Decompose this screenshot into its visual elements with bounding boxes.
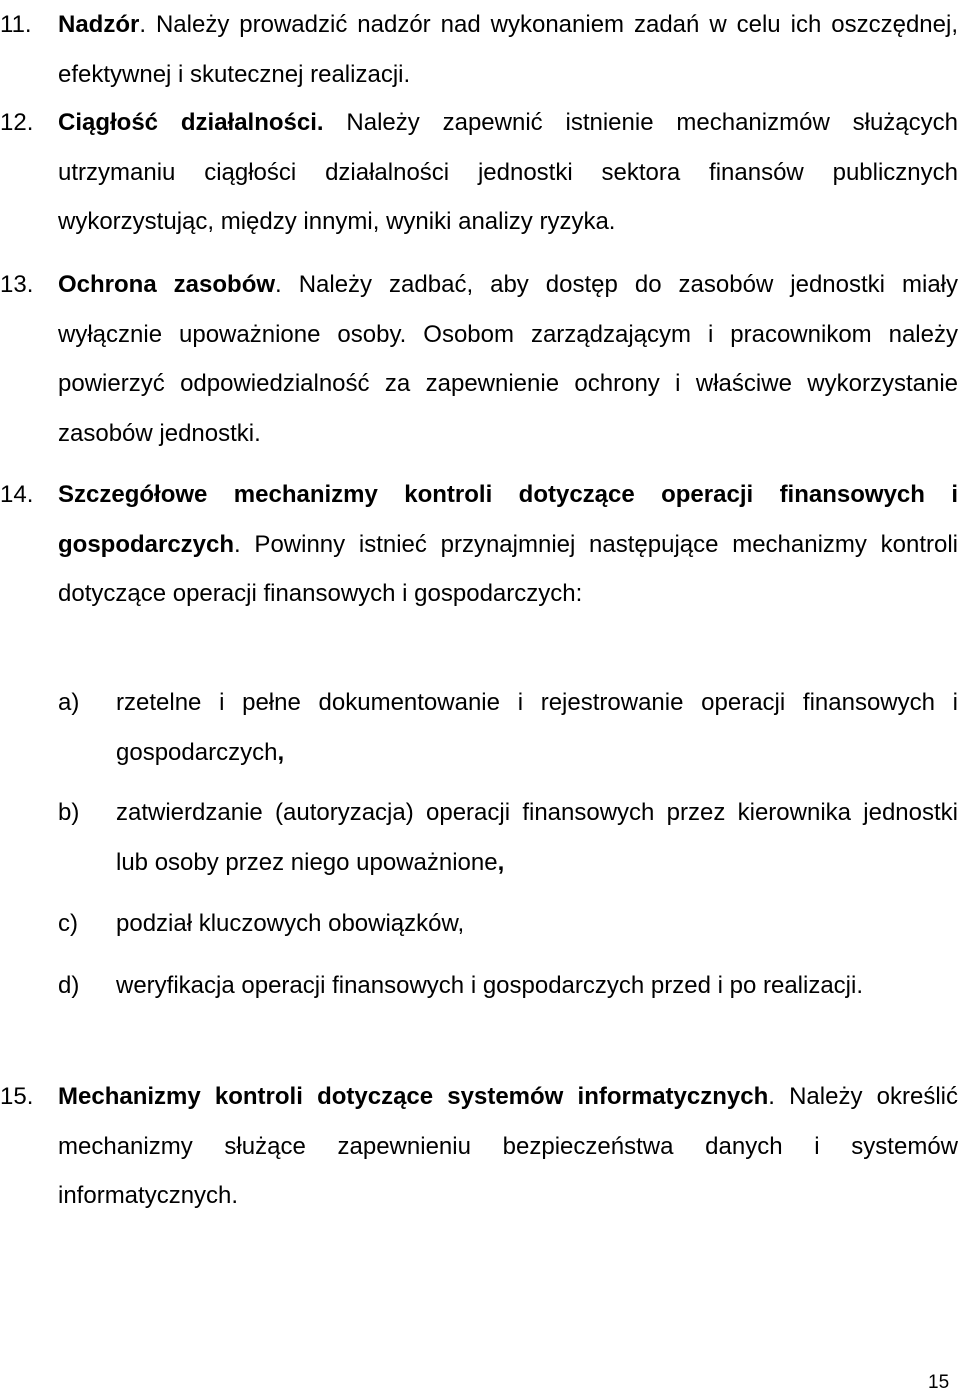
section-paragraph xyxy=(58,98,958,247)
section-paragraph xyxy=(58,260,958,458)
subitem-body: podział kluczowych obowiązków, xyxy=(116,910,465,937)
section-text: . Powinny istnieć przynajmniej następujące mechanizmy kontroli dotyczące operacji finansowych i gospodarczych: xyxy=(58,530,958,607)
subitem-c xyxy=(0,899,958,949)
subitem-text xyxy=(116,788,958,887)
section-text: . Należy określić mechanizmy służące zapewnieniu bezpieczeństwa danych i systemów informatycznych. xyxy=(58,1083,958,1209)
section-14 xyxy=(0,470,958,619)
subitem-d xyxy=(0,961,958,1011)
section-title: Ochrona zasobów xyxy=(58,271,276,298)
subitem-text xyxy=(116,961,958,1011)
page-number: 15 xyxy=(928,1372,950,1393)
subitem-trail: , xyxy=(497,848,505,876)
subitem-text xyxy=(116,899,958,949)
section-number: 13. xyxy=(0,271,34,298)
section-12 xyxy=(0,98,958,247)
subitem-letter: c) xyxy=(58,910,78,937)
section-number: 14. xyxy=(0,481,34,508)
subitem-body: rzetelne i pełne dokumentowanie i rejestrowanie operacji finansowych i gospodarczych xyxy=(116,689,958,766)
subitem-b xyxy=(0,788,958,887)
section-13 xyxy=(0,260,958,458)
section-paragraph xyxy=(58,470,958,619)
subitem-letter: d) xyxy=(58,972,80,999)
section-text: Należy zapewnić istnienie mechanizmów służących utrzymaniu ciągłości działalności jednostki sektora finansów publicznych wykorzystując, między innymi, wyniki analizy ryzyka. xyxy=(58,109,958,235)
subitem-body: weryfikacja operacji finansowych i gospodarczych przed i po realizacji. xyxy=(116,972,864,999)
subitem-body: zatwierdzanie (autoryzacja) operacji finansowych przez kierownika jednostki lub osoby przez niego upoważnione xyxy=(116,799,958,876)
section-15 xyxy=(0,1072,958,1221)
section-title: Mechanizmy kontroli dotyczące systemów informatycznych xyxy=(58,1083,769,1110)
section-11 xyxy=(0,0,958,99)
section-number: 11. xyxy=(0,11,32,38)
section-paragraph xyxy=(58,1072,958,1221)
subitem-letter: b) xyxy=(58,799,80,826)
subitem-letter: a) xyxy=(58,689,80,716)
section-title: Nadzór xyxy=(58,11,140,38)
section-text: . Należy zadbać, aby dostęp do zasobów jednostki miały wyłącznie upoważnione osoby. Osobom zarządzającym i pracownikom należy powierzyć odpowiedzialność za zapewnienie ochrony i właściwe wykorzystanie zasobów jednostki. xyxy=(58,271,958,447)
section-paragraph xyxy=(58,0,958,99)
subitem-trail: , xyxy=(277,738,285,766)
subitem-a xyxy=(0,678,958,777)
section-title: Szczegółowe mechanizmy kontroli dotyczące operacji finansowych i gospodarczych xyxy=(58,481,958,558)
section-number: 12. xyxy=(0,109,34,136)
subitem-text xyxy=(116,678,958,777)
section-text: . Należy prowadzić nadzór nad wykonaniem zadań w celu ich oszczędnej, efektywnej i skutecznej realizacji. xyxy=(58,11,958,88)
section-number: 15. xyxy=(0,1083,34,1110)
section-title: Ciągłość działalności. xyxy=(58,109,324,136)
